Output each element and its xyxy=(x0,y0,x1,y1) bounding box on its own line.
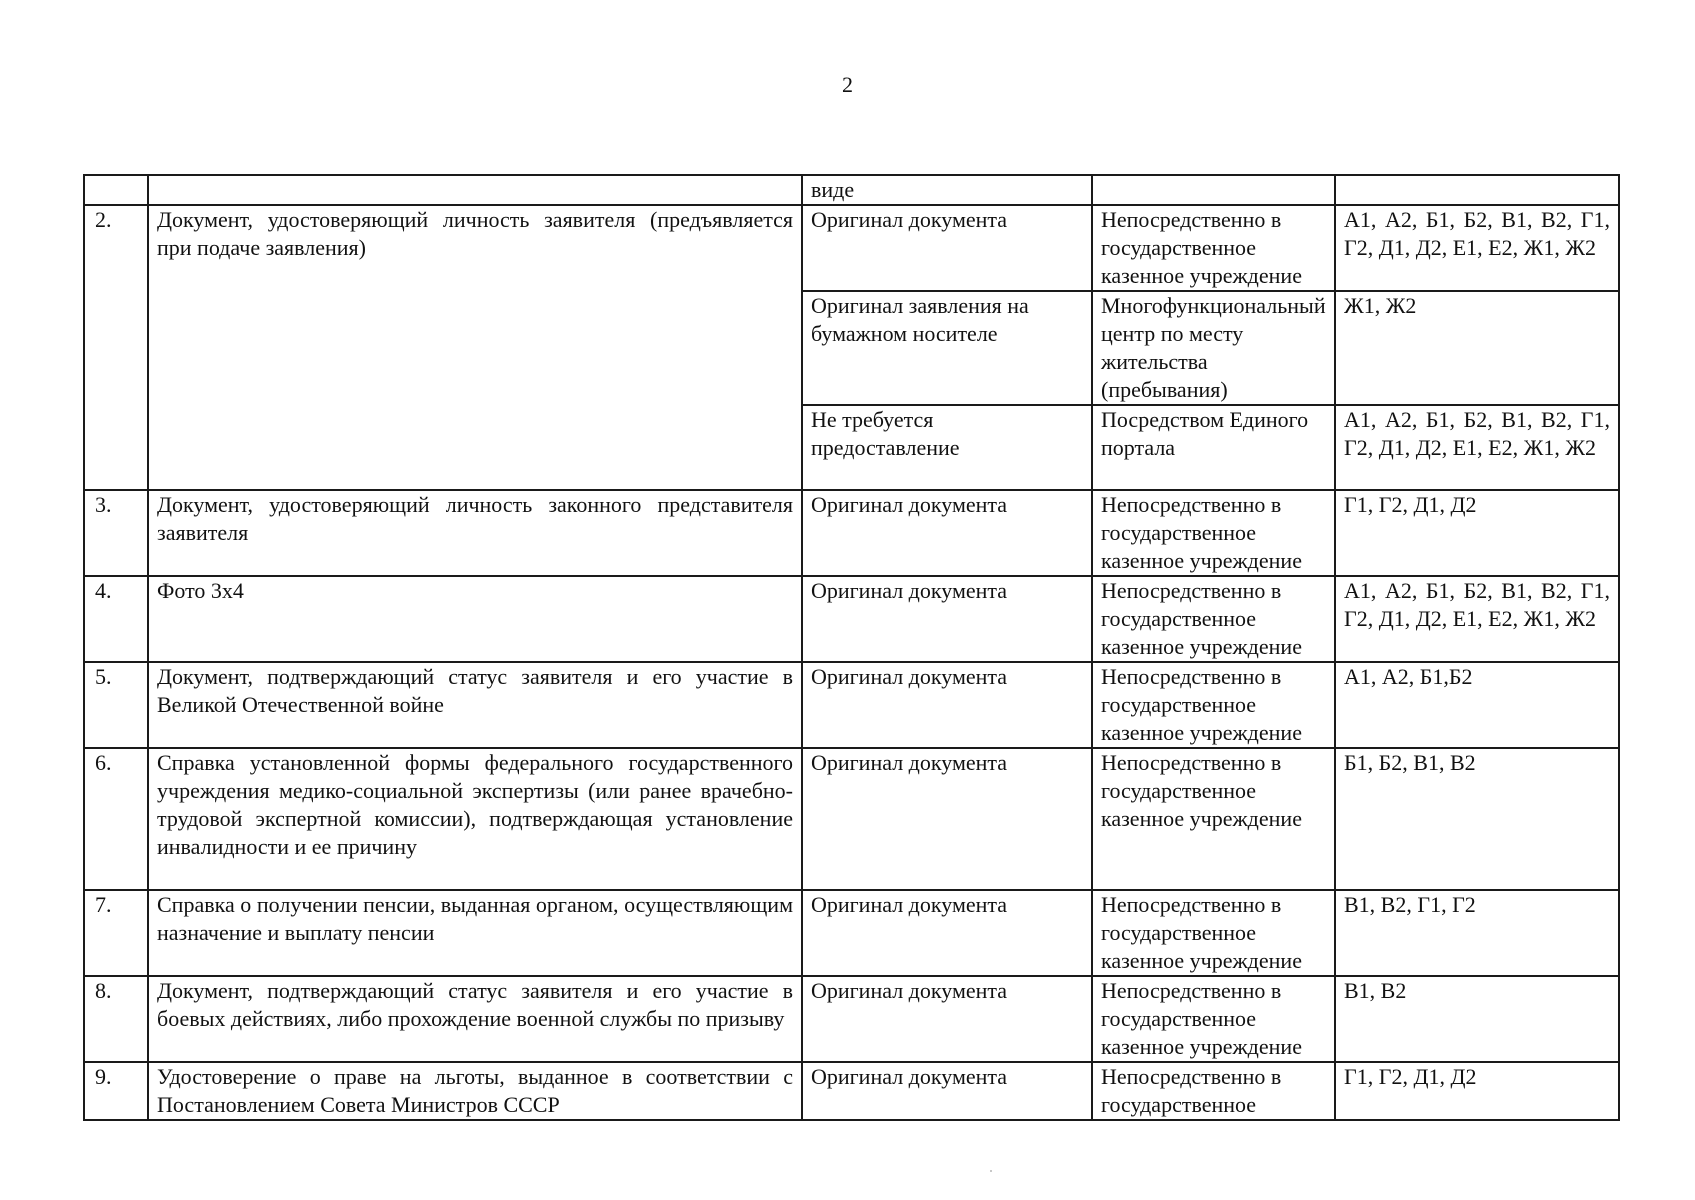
applicant-codes: А1, А2, Б1,Б2 xyxy=(1335,662,1619,748)
row-number: 5. xyxy=(84,662,148,748)
submission-form: Оригинал документа xyxy=(802,576,1092,662)
applicant-codes: А1, А2, Б1, Б2, В1, В2, Г1, Г2, Д1, Д2, Е1, Е2, Ж1, Ж2 xyxy=(1335,405,1619,490)
applicant-codes: Ж1, Ж2 xyxy=(1335,291,1619,405)
document-name xyxy=(148,175,802,205)
table-row xyxy=(84,890,1619,976)
table-row xyxy=(84,662,1619,748)
submission-form: виде xyxy=(802,175,1092,205)
submission-way: Посредством Единого портала xyxy=(1092,405,1335,490)
row-number: 7. xyxy=(84,890,148,976)
row-number: 4. xyxy=(84,576,148,662)
submission-way: Непосредственно в государственное xyxy=(1092,1062,1335,1120)
applicant-codes: Б1, Б2, В1, В2 xyxy=(1335,748,1619,890)
table-row xyxy=(84,1062,1619,1120)
table-row xyxy=(84,205,1619,291)
documents-table xyxy=(83,174,1620,1121)
document-name: Удостоверение о праве на льготы, выданное в соответствии с Постановлением Совета Министров СССР xyxy=(148,1062,802,1120)
row-number xyxy=(84,175,148,205)
applicant-codes: В1, В2, Г1, Г2 xyxy=(1335,890,1619,976)
applicant-codes: В1, В2 xyxy=(1335,976,1619,1062)
applicant-codes: А1, А2, Б1, Б2, В1, В2, Г1, Г2, Д1, Д2, Е1, Е2, Ж1, Ж2 xyxy=(1335,576,1619,662)
document-name: Документ, удостоверяющий личность заявителя (предъявляется при подаче заявления) xyxy=(148,205,802,490)
applicant-codes: А1, А2, Б1, Б2, В1, В2, Г1, Г2, Д1, Д2, Е1, Е2, Ж1, Ж2 xyxy=(1335,205,1619,291)
applicant-codes: Г1, Г2, Д1, Д2 xyxy=(1335,490,1619,576)
submission-form: Не требуется предоставление xyxy=(802,405,1092,490)
submission-way: Непосредственно в государственное казенное учреждение xyxy=(1092,890,1335,976)
applicant-codes xyxy=(1335,175,1619,205)
document-name: Документ, подтверждающий статус заявителя и его участие в боевых действиях, либо прохождение военной службы по призыву xyxy=(148,976,802,1062)
submission-form: Оригинал документа xyxy=(802,205,1092,291)
submission-way: Непосредственно в государственное казенное учреждение xyxy=(1092,976,1335,1062)
submission-way: Непосредственно в государственное казенное учреждение xyxy=(1092,205,1335,291)
document-name: Документ, удостоверяющий личность законного представителя заявителя xyxy=(148,490,802,576)
submission-way: Непосредственно в государственное казенное учреждение xyxy=(1092,662,1335,748)
document-name: Фото 3х4 xyxy=(148,576,802,662)
document-name: Документ, подтверждающий статус заявителя и его участие в Великой Отечественной войне xyxy=(148,662,802,748)
row-number: 2. xyxy=(84,205,148,490)
row-number: 6. xyxy=(84,748,148,890)
row-number: 8. xyxy=(84,976,148,1062)
submission-way: Непосредственно в государственное казенное учреждение xyxy=(1092,748,1335,890)
submission-way: Непосредственно в государственное казенное учреждение xyxy=(1092,576,1335,662)
submission-form: Оригинал документа xyxy=(802,890,1092,976)
submission-form: Оригинал документа xyxy=(802,662,1092,748)
row-number: 9. xyxy=(84,1062,148,1120)
table-row xyxy=(84,748,1619,890)
submission-form: Оригинал заявления на бумажном носителе xyxy=(802,291,1092,405)
submission-way: Непосредственно в государственное казенное учреждение xyxy=(1092,490,1335,576)
document-name: Справка установленной формы федерального государственного учреждения медико-социальной экспертизы (или ранее врачебно-трудовой экспертной комиссии), подтверждающая установление инвалидности и ее причину xyxy=(148,748,802,890)
submission-form: Оригинал документа xyxy=(802,748,1092,890)
submission-form: Оригинал документа xyxy=(802,490,1092,576)
submission-form: Оригинал документа xyxy=(802,976,1092,1062)
scan-artifact xyxy=(990,1170,992,1172)
submission-form: Оригинал документа xyxy=(802,1062,1092,1120)
applicant-codes: Г1, Г2, Д1, Д2 xyxy=(1335,1062,1619,1120)
table-row xyxy=(84,175,1619,205)
page-number: 2 xyxy=(842,72,853,97)
submission-way: Многофункциональный центр по месту жительства (пребывания) xyxy=(1092,291,1335,405)
table-row xyxy=(84,490,1619,576)
document-name: Справка о получении пенсии, выданная органом, осуществляющим назначение и выплату пенсии xyxy=(148,890,802,976)
table-row xyxy=(84,576,1619,662)
table-row xyxy=(84,976,1619,1062)
submission-way xyxy=(1092,175,1335,205)
row-number: 3. xyxy=(84,490,148,576)
